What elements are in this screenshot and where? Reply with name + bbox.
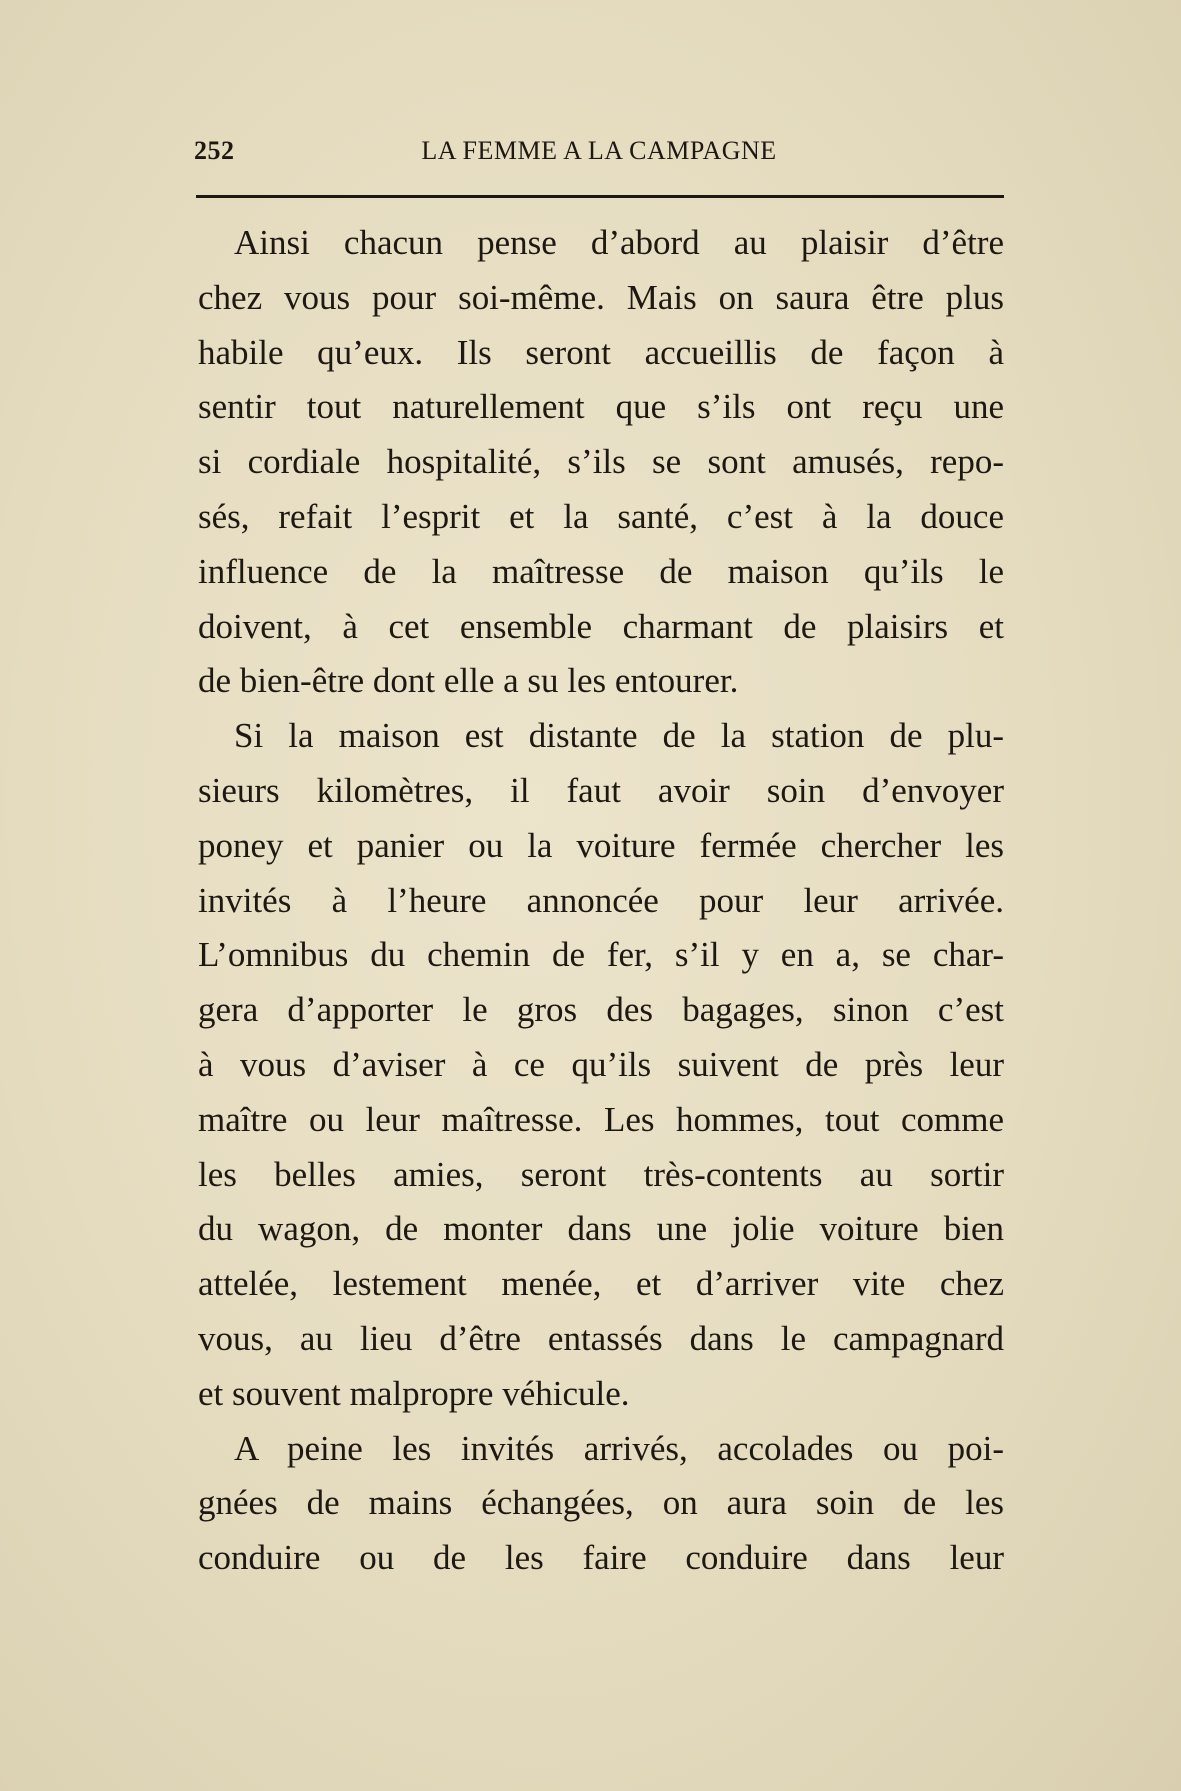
text-line: gera d’apporter le gros des bagages, sinon c’est xyxy=(198,990,1004,1030)
text-line: doivent, à cet ensemble charmant de plaisirs et xyxy=(198,606,1004,646)
text-line: sés, refait l’esprit et la santé, c’est à la douce xyxy=(198,496,1004,536)
text-line: Si la maison est distante de la station de plu- xyxy=(234,716,1004,756)
text-line: les belles amies, seront très-contents au sortir xyxy=(198,1154,1004,1194)
running-header xyxy=(194,136,1004,176)
page-number: 252 xyxy=(194,136,235,165)
text-line: gnées de mains échangées, on aura soin de les xyxy=(198,1483,1004,1523)
header-rule xyxy=(196,195,1004,198)
text-line: A peine les invités arrivés, accolades ou poi- xyxy=(234,1428,1004,1468)
text-line: à vous d’aviser à ce qu’ils suivent de près leur xyxy=(198,1044,1004,1084)
text-line: Ainsi chacun pense d’abord au plaisir d’être xyxy=(234,223,1004,262)
text-line: invités à l’heure annoncée pour leur arrivée. xyxy=(198,880,1004,920)
text-line: vous, au lieu d’être entassés dans le campagnard xyxy=(198,1318,1004,1358)
text-line: poney et panier ou la voiture fermée chercher les xyxy=(198,825,1004,865)
text-line: influence de la maîtresse de maison qu’ils le xyxy=(198,551,1004,591)
text-line: conduire ou de les faire conduire dans leur xyxy=(198,1538,1004,1578)
text-line: sieurs kilomètres, il faut avoir soin d’envoyer xyxy=(198,770,1004,810)
text-line: et souvent malpropre véhicule. xyxy=(198,1373,630,1413)
text-line: habile qu’eux. Ils seront accueillis de façon à xyxy=(198,332,1004,372)
text-line: si cordiale hospitalité, s’ils se sont amusés, repo- xyxy=(198,442,1004,482)
body-text xyxy=(198,216,1004,1586)
text-line: L’omnibus du chemin de fer, s’il y en a, se char- xyxy=(198,935,1004,975)
text-line: maître ou leur maîtresse. Les hommes, tout comme xyxy=(198,1099,1004,1139)
text-line: du wagon, de monter dans une jolie voiture bien xyxy=(198,1209,1004,1249)
running-title: LA FEMME A LA CAMPAGNE xyxy=(421,136,777,165)
text-line: sentir tout naturellement que s’ils ont reçu une xyxy=(198,387,1004,427)
text-line: chez vous pour soi-même. Mais on saura être plus xyxy=(198,277,1004,317)
text-line: attelée, lestement menée, et d’arriver vite chez xyxy=(198,1264,1004,1304)
text-line: de bien-être dont elle a su les entourer. xyxy=(198,661,739,701)
